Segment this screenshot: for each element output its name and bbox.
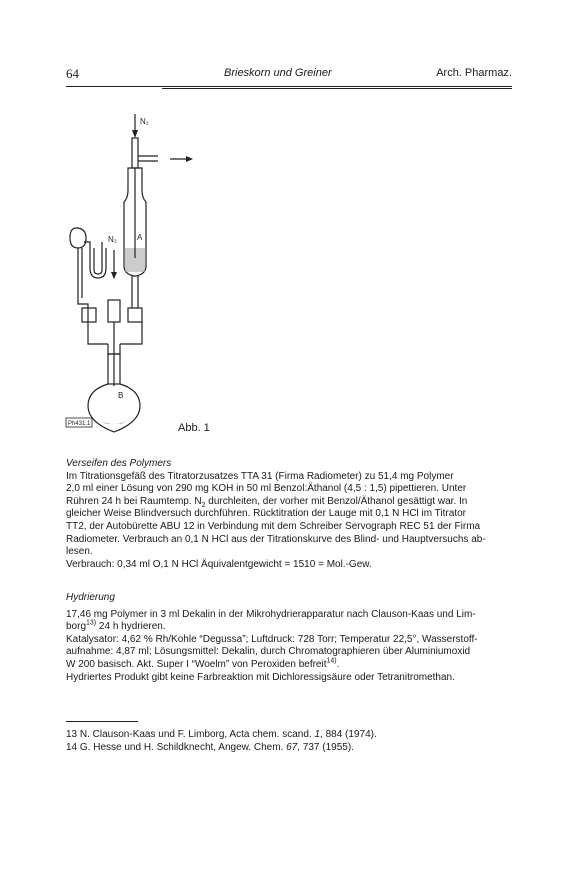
- a-outlet-tubes: [132, 276, 138, 308]
- header-rule: [66, 86, 512, 87]
- text-line: aufnahme: 4,87 ml; Lösungsmittel: Dekalin, durch Chromatographieren über Aluminiumoxid: [66, 646, 471, 658]
- text-line: TT2, der Autobürette ABU 12 in Verbindung mit dem Schreiber Servograph REC 51 der Firma: [66, 520, 481, 532]
- apparatus-drawing: [62, 108, 212, 438]
- text-line: gleicher Weise Blindversuch durchführen. Rücktitration der Lauge mit 0,1 N HCl im Titrator: [66, 508, 466, 520]
- figure-caption: Abb. 1: [178, 422, 210, 434]
- a-stopcock: [128, 308, 142, 322]
- bubbler-bulb: [70, 228, 86, 248]
- n2-arrow-head: [132, 130, 138, 138]
- outlet-arrow-head: [186, 156, 193, 162]
- text-line: Im Titrationsgefäß des Titratorzusatzes TTA 31 (Firma Radiometer) zu 51,4 mg Polymer: [66, 470, 454, 482]
- text-line: lesen.: [66, 546, 93, 558]
- flask-b-liquid: [96, 418, 132, 424]
- footnote-rule: [66, 721, 138, 722]
- text-line: Rühren 24 h bei Raumtemp. $N_2$ durchleiten, der vorher mit Benzol/Äthanol gesättigt war. In: [66, 495, 468, 509]
- label-n2-top: N₂: [140, 117, 149, 126]
- section-heading: Hydrierung: [66, 592, 115, 603]
- bubbler-down-tube: [78, 248, 88, 322]
- footnote-13: 13 N. Clauson-Kaas und F. Limborg, Acta chem. scand. 1, 884 (1974).: [66, 729, 377, 740]
- inlet-tube: [132, 138, 138, 168]
- footnotes: [66, 729, 516, 754]
- header-rule-secondary: [162, 88, 512, 89]
- apparatus-figure: [62, 108, 212, 438]
- text-line: Verbrauch: 0,34 ml O,1 N HCl Äquivalentgewicht = 1510 = Mol.-Gew.: [66, 558, 372, 570]
- page-header: [66, 66, 512, 86]
- text-line: W 200 basisch. Akt. Super I “Woelm” von Peroxiden befreit$^{14)}$.: [66, 657, 340, 670]
- running-title: Brieskorn und Greiner: [224, 67, 332, 79]
- journal-name: Arch. Pharmaz.: [436, 67, 512, 79]
- section-hydrierung: [66, 592, 516, 684]
- ref-13: 13): [86, 619, 97, 627]
- text-line: Katalysator: 4,62 % Rh/Kohle “Degussa”; Luftdruck: 728 Torr; Temperatur 22,5°, Wasserstoff-: [66, 633, 478, 645]
- figure-stamp: Ph431.1: [68, 421, 91, 427]
- text-line: 17,46 mg Polymer in 3 ml Dekalin in der Mikrohydrierapparatur nach Clauson-Kaas und Lim-: [66, 608, 476, 620]
- text-line: Hydriertes Produkt gibt keine Farbreaktion mit Dichloressigsäure oder Tetranitromethan.: [66, 671, 455, 683]
- text-line: 2,0 ml einer Lösung von 290 mg KOH in 50 ml Benzol:Äthanol (4,5 : 1,5) pipettieren. Unter: [66, 483, 467, 495]
- footnote-14: 14 G. Hesse und H. Schildknecht, Angew. Chem. 67, 737 (1955).: [66, 741, 354, 753]
- text-line: Radiometer. Verbrauch an 0,1 N HCl aus der Titrationskurve des Blind- und Hauptversuchs ab-: [66, 533, 486, 545]
- section-verseifen: [66, 458, 516, 571]
- center-column: [108, 300, 120, 322]
- ref-14: 14): [326, 657, 337, 665]
- bubbler-u-tube-inner: [94, 242, 102, 274]
- label-n2-side: N₂: [108, 235, 117, 244]
- left-stopcock: [82, 308, 96, 322]
- flask-b: [88, 384, 140, 432]
- page-number: 64: [66, 66, 79, 81]
- text-line: borg$^{13)}$ 24 h hydrieren.: [66, 619, 166, 633]
- label-a: A: [137, 233, 143, 242]
- label-b: B: [118, 391, 124, 400]
- manifold: [88, 322, 142, 344]
- section-heading: Verseifen des Polymers: [66, 458, 172, 469]
- n2-side-arrow: [111, 272, 117, 279]
